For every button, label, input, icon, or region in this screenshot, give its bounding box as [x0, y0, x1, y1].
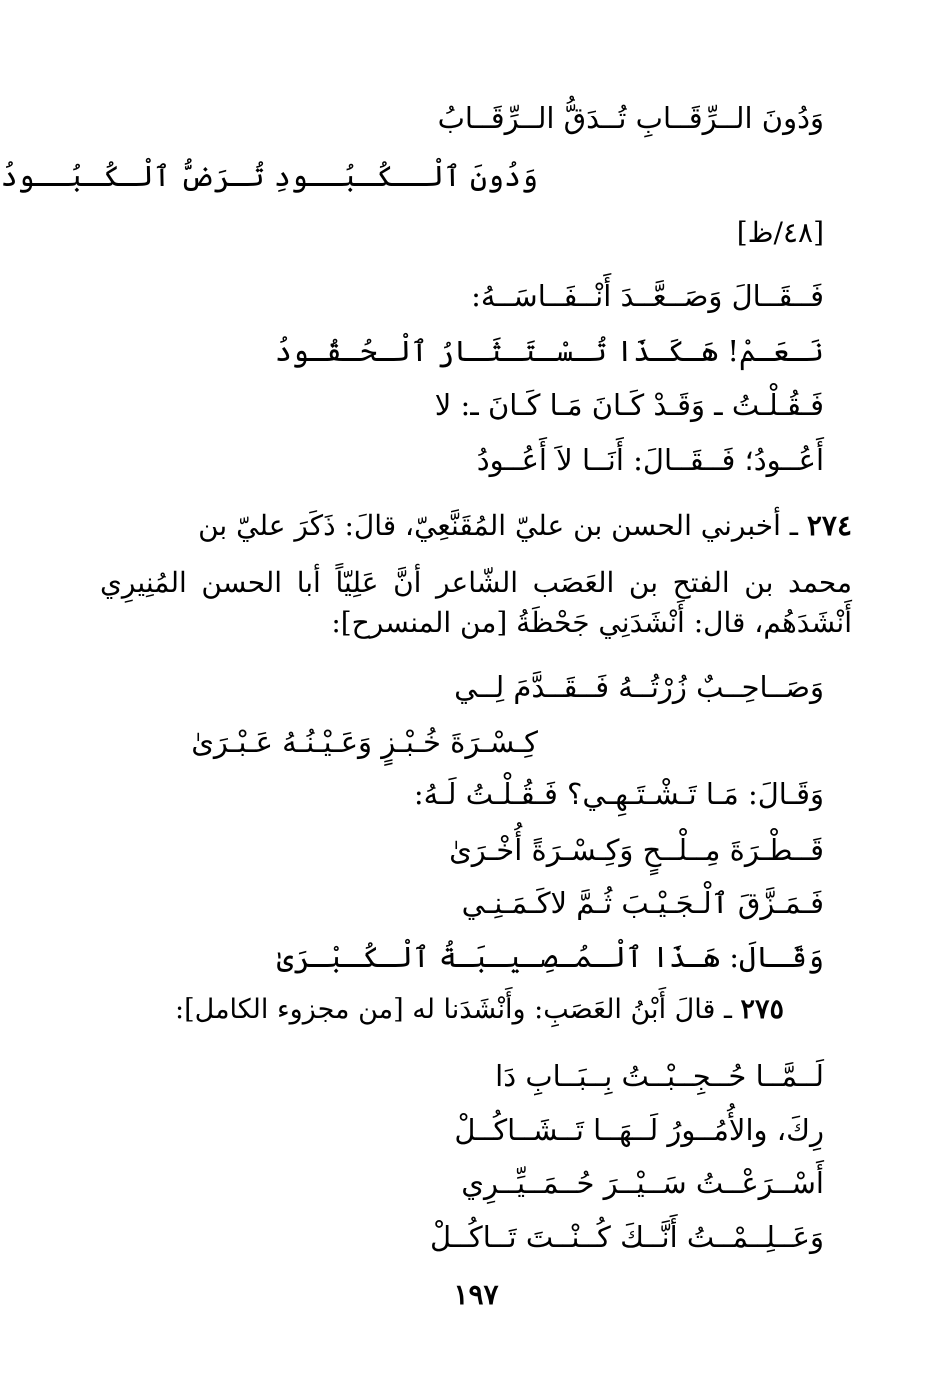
verse-line-14: رِكَ، والأُمُــورُ لَــهَــا تَــشَــاكُــلْ	[454, 1113, 824, 1147]
verse-line-7: وَصَــاحِــبٌ زُرْتُــهُ فَــقَــدَّمَ لِــي	[454, 670, 824, 704]
verse-line-16: وَعَــلِــمْــتُ أَنَّــكَ كُــنْــتَ تَــاكُــلْ	[429, 1220, 824, 1254]
folio-reference: [٤٨/ظ]	[736, 216, 824, 249]
entry-number: ٢٧٤	[806, 509, 852, 542]
prose-line: محمد بن الفتح بن العَصَب الشّاعر أنَّ عَلِيّاً أبا الحسن المُنِيرِي	[100, 566, 852, 599]
verse-line-11: فَـمَـزَّقَ ٱلْـجَـيْـبَ ثُـمَّ لاكَـمَـنِـي	[461, 886, 824, 920]
entry-number: ٢٧٥	[740, 994, 784, 1025]
prose-text: ـ أخبرني الحسن بن عليّ المُقَنَّعِيّ، قالَ: ذَكَرَ عليّ بن	[198, 509, 807, 542]
verse-line-8: كِـسْـرَةَ خُـبْـزٍ وَعَـيْـنُـهُ عَـبْـرَىٰ	[191, 725, 538, 759]
verse-line-5: فَـقُـلْـتُ ـ وَقَـدْ كَـانَ مَـا كَـانَ ـ: لا	[434, 388, 824, 422]
page-number: ١٩٧	[453, 1278, 499, 1311]
verse-line-15: أَسْــرَعْــتُ سَــيْــرَ حُــمَــيِّــرِي	[461, 1166, 824, 1200]
verse-line-2: وَدُونَ ٱلْــكُـبُــودِ تُـرَضُّ ٱلْـكُـبُــودُ	[0, 159, 538, 193]
prose-line-274	[100, 506, 852, 546]
prose-line: أَنْشَدَهُم، قال: أَنْشَدَنِي جَحْظَةُ [من المنسرح]:	[331, 606, 852, 639]
verse-line-1: وَدُونَ الــرِّقَــابِ تُــدَقُّ الــرِّقَــابُ	[437, 101, 824, 135]
verse-line-13: لَــمَّــا حُــجِــبْــتُ بِــبَــابِ دَا	[495, 1059, 824, 1093]
prose-line-275	[175, 990, 784, 1030]
verse-line-9: وَقَـالَ: مَـا تَـشْـتَـهِـي؟ فَـقُـلْـتُ لَـهُ:	[413, 777, 824, 811]
verse-line-4: نَـعَـمْ! هَـكَـذَا تُـسْـتَـثَـارُ ٱلْـحُـقُـودُ	[274, 334, 824, 368]
verse-line-10: قَــطْـرَةَ مِــلْــحٍ وَكِـسْـرَةً أُخْـرَىٰ	[449, 833, 824, 867]
verse-line-3: فَــقَــالَ وَصَــعَّــدَ أَنْــفَــاسَــهُ:	[471, 279, 824, 313]
prose-text: ـ قالَ أَبْنُ العَصَبِ: وأَنْشَدَنا له [من مجزوء الكامل]:	[175, 994, 741, 1025]
verse-line-12: وَقَـالَ: هَـذَا ٱلْـمُـصِـيـبَـةُ ٱلْـكُـبْـرَىٰ	[276, 940, 824, 974]
verse-line-6: أَعُــودُ؛ فَــقَــالَ: أَنَــا لاَ أَعُــودُ	[476, 443, 824, 477]
